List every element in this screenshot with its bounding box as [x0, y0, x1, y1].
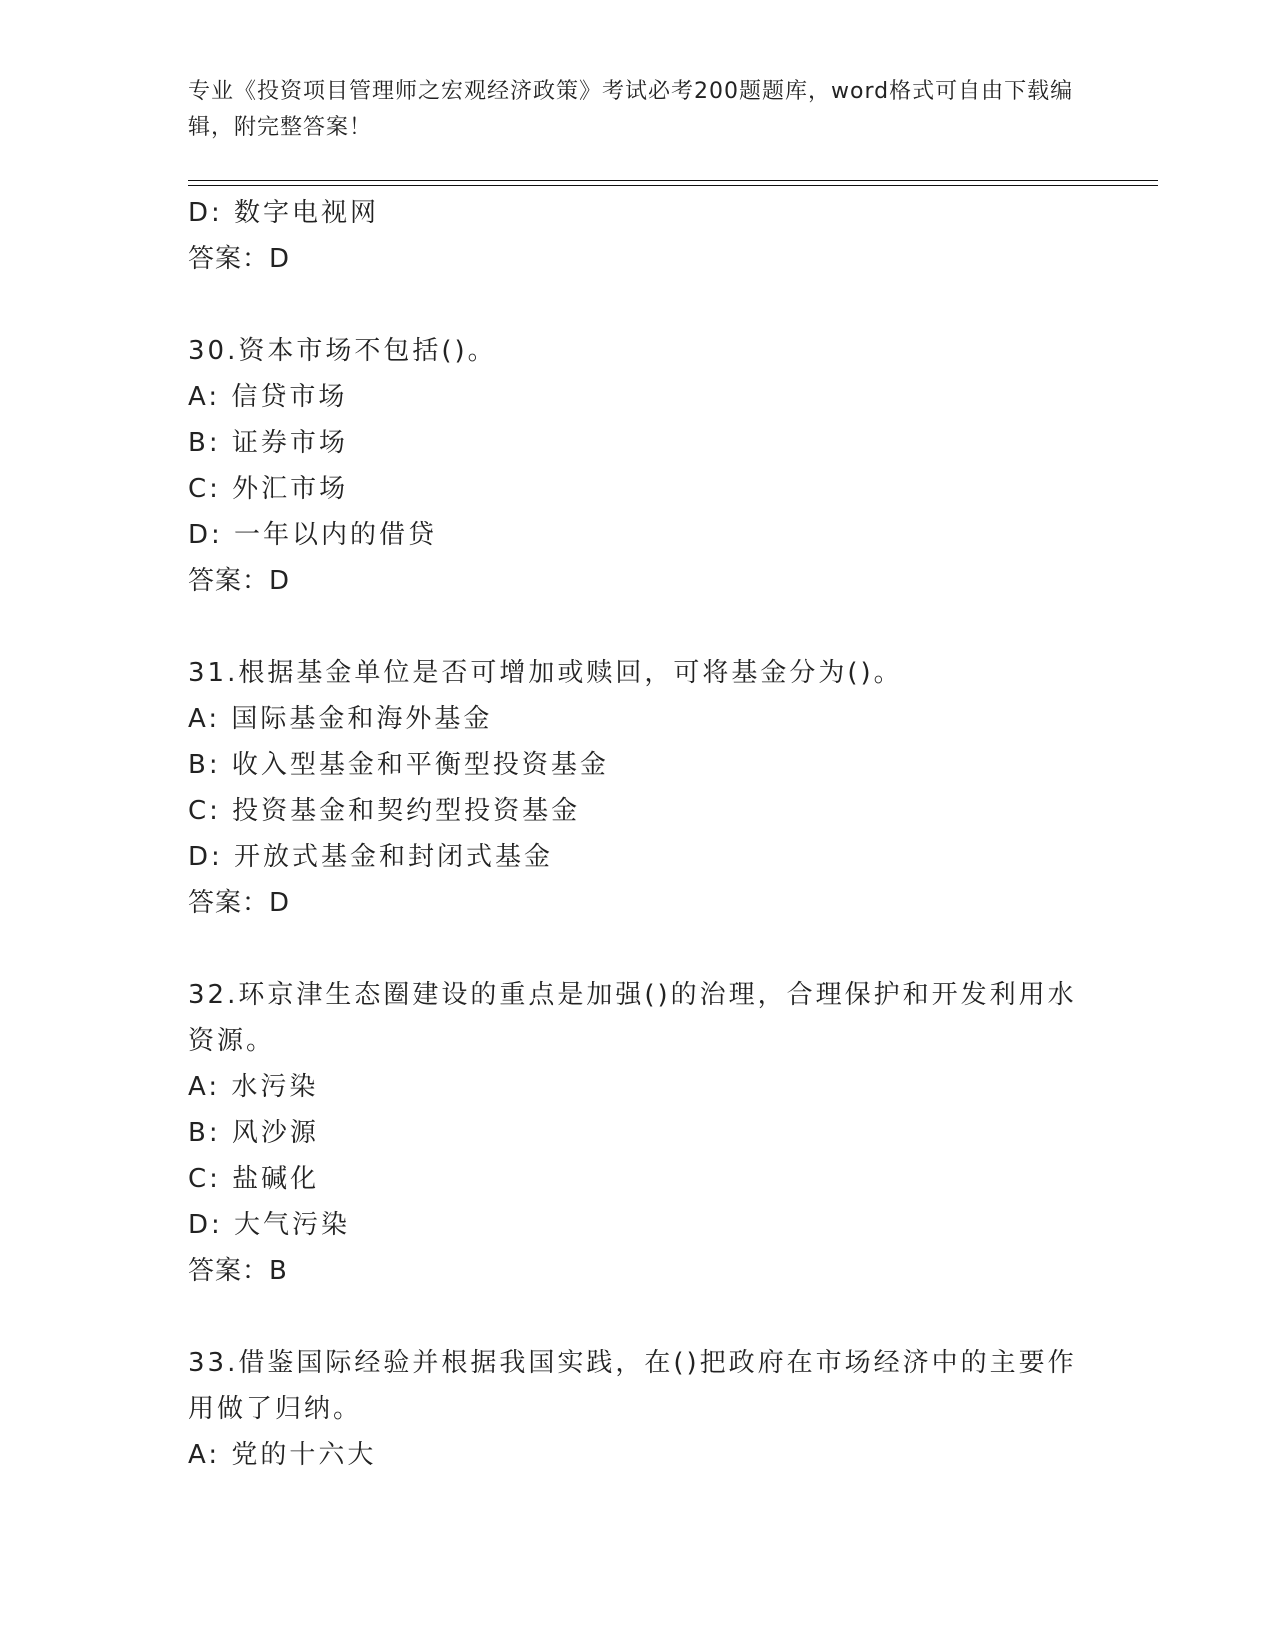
- answer: 答案：B: [188, 1256, 288, 1286]
- answer: 答案：D: [188, 244, 291, 274]
- question-stem: 30.资本市场不包括()。: [188, 336, 497, 366]
- option-c: C: 盐碱化: [188, 1164, 320, 1194]
- spacer: [188, 604, 1088, 650]
- option-c: C: 外汇市场: [188, 474, 349, 504]
- question-block-31: [188, 650, 1088, 926]
- header-divider-bottom: [188, 185, 1158, 186]
- option-d: D: 一年以内的借贷: [188, 520, 438, 550]
- spacer: [188, 926, 1088, 972]
- option-a: A: 国际基金和海外基金: [188, 704, 493, 734]
- spacer: [188, 282, 1088, 328]
- document-header: 专业《投资项目管理师之宏观经济政策》考试必考200题题库，word格式可自由下载编辑，附完整答案！: [188, 79, 1074, 140]
- option-b: B: 收入型基金和平衡型投资基金: [188, 750, 609, 780]
- option-b: B: 证券市场: [188, 428, 348, 458]
- option-d: D: 大气污染: [188, 1210, 351, 1240]
- question-stem: 33.借鉴国际经验并根据我国实践，在()把政府在市场经济中的主要作用做了归纳。: [188, 1348, 1077, 1424]
- option-c: C: 投资基金和契约型投资基金: [188, 796, 581, 826]
- question-list: [188, 190, 1088, 1478]
- option-a: A: 信贷市场: [188, 382, 348, 412]
- question-stem: 32.环京津生态圈建设的重点是加强()的治理，合理保护和开发利用水资源。: [188, 980, 1077, 1056]
- question-block-30: [188, 328, 1088, 604]
- question-block-33: [188, 1340, 1088, 1478]
- spacer: [188, 1294, 1088, 1340]
- question-block-prev: [188, 190, 1088, 282]
- option-a: A: 党的十六大: [188, 1440, 377, 1470]
- header-divider-top: [188, 180, 1158, 181]
- question-block-32: [188, 972, 1088, 1294]
- option-d: D: 开放式基金和封闭式基金: [188, 842, 554, 872]
- answer: 答案：D: [188, 566, 291, 596]
- answer: 答案：D: [188, 888, 291, 918]
- option-a: A: 水污染: [188, 1072, 319, 1102]
- option-b: B: 风沙源: [188, 1118, 319, 1148]
- question-stem: 31.根据基金单位是否可增加或赎回，可将基金分为()。: [188, 658, 903, 688]
- option-d: D: 数字电视网: [188, 198, 380, 228]
